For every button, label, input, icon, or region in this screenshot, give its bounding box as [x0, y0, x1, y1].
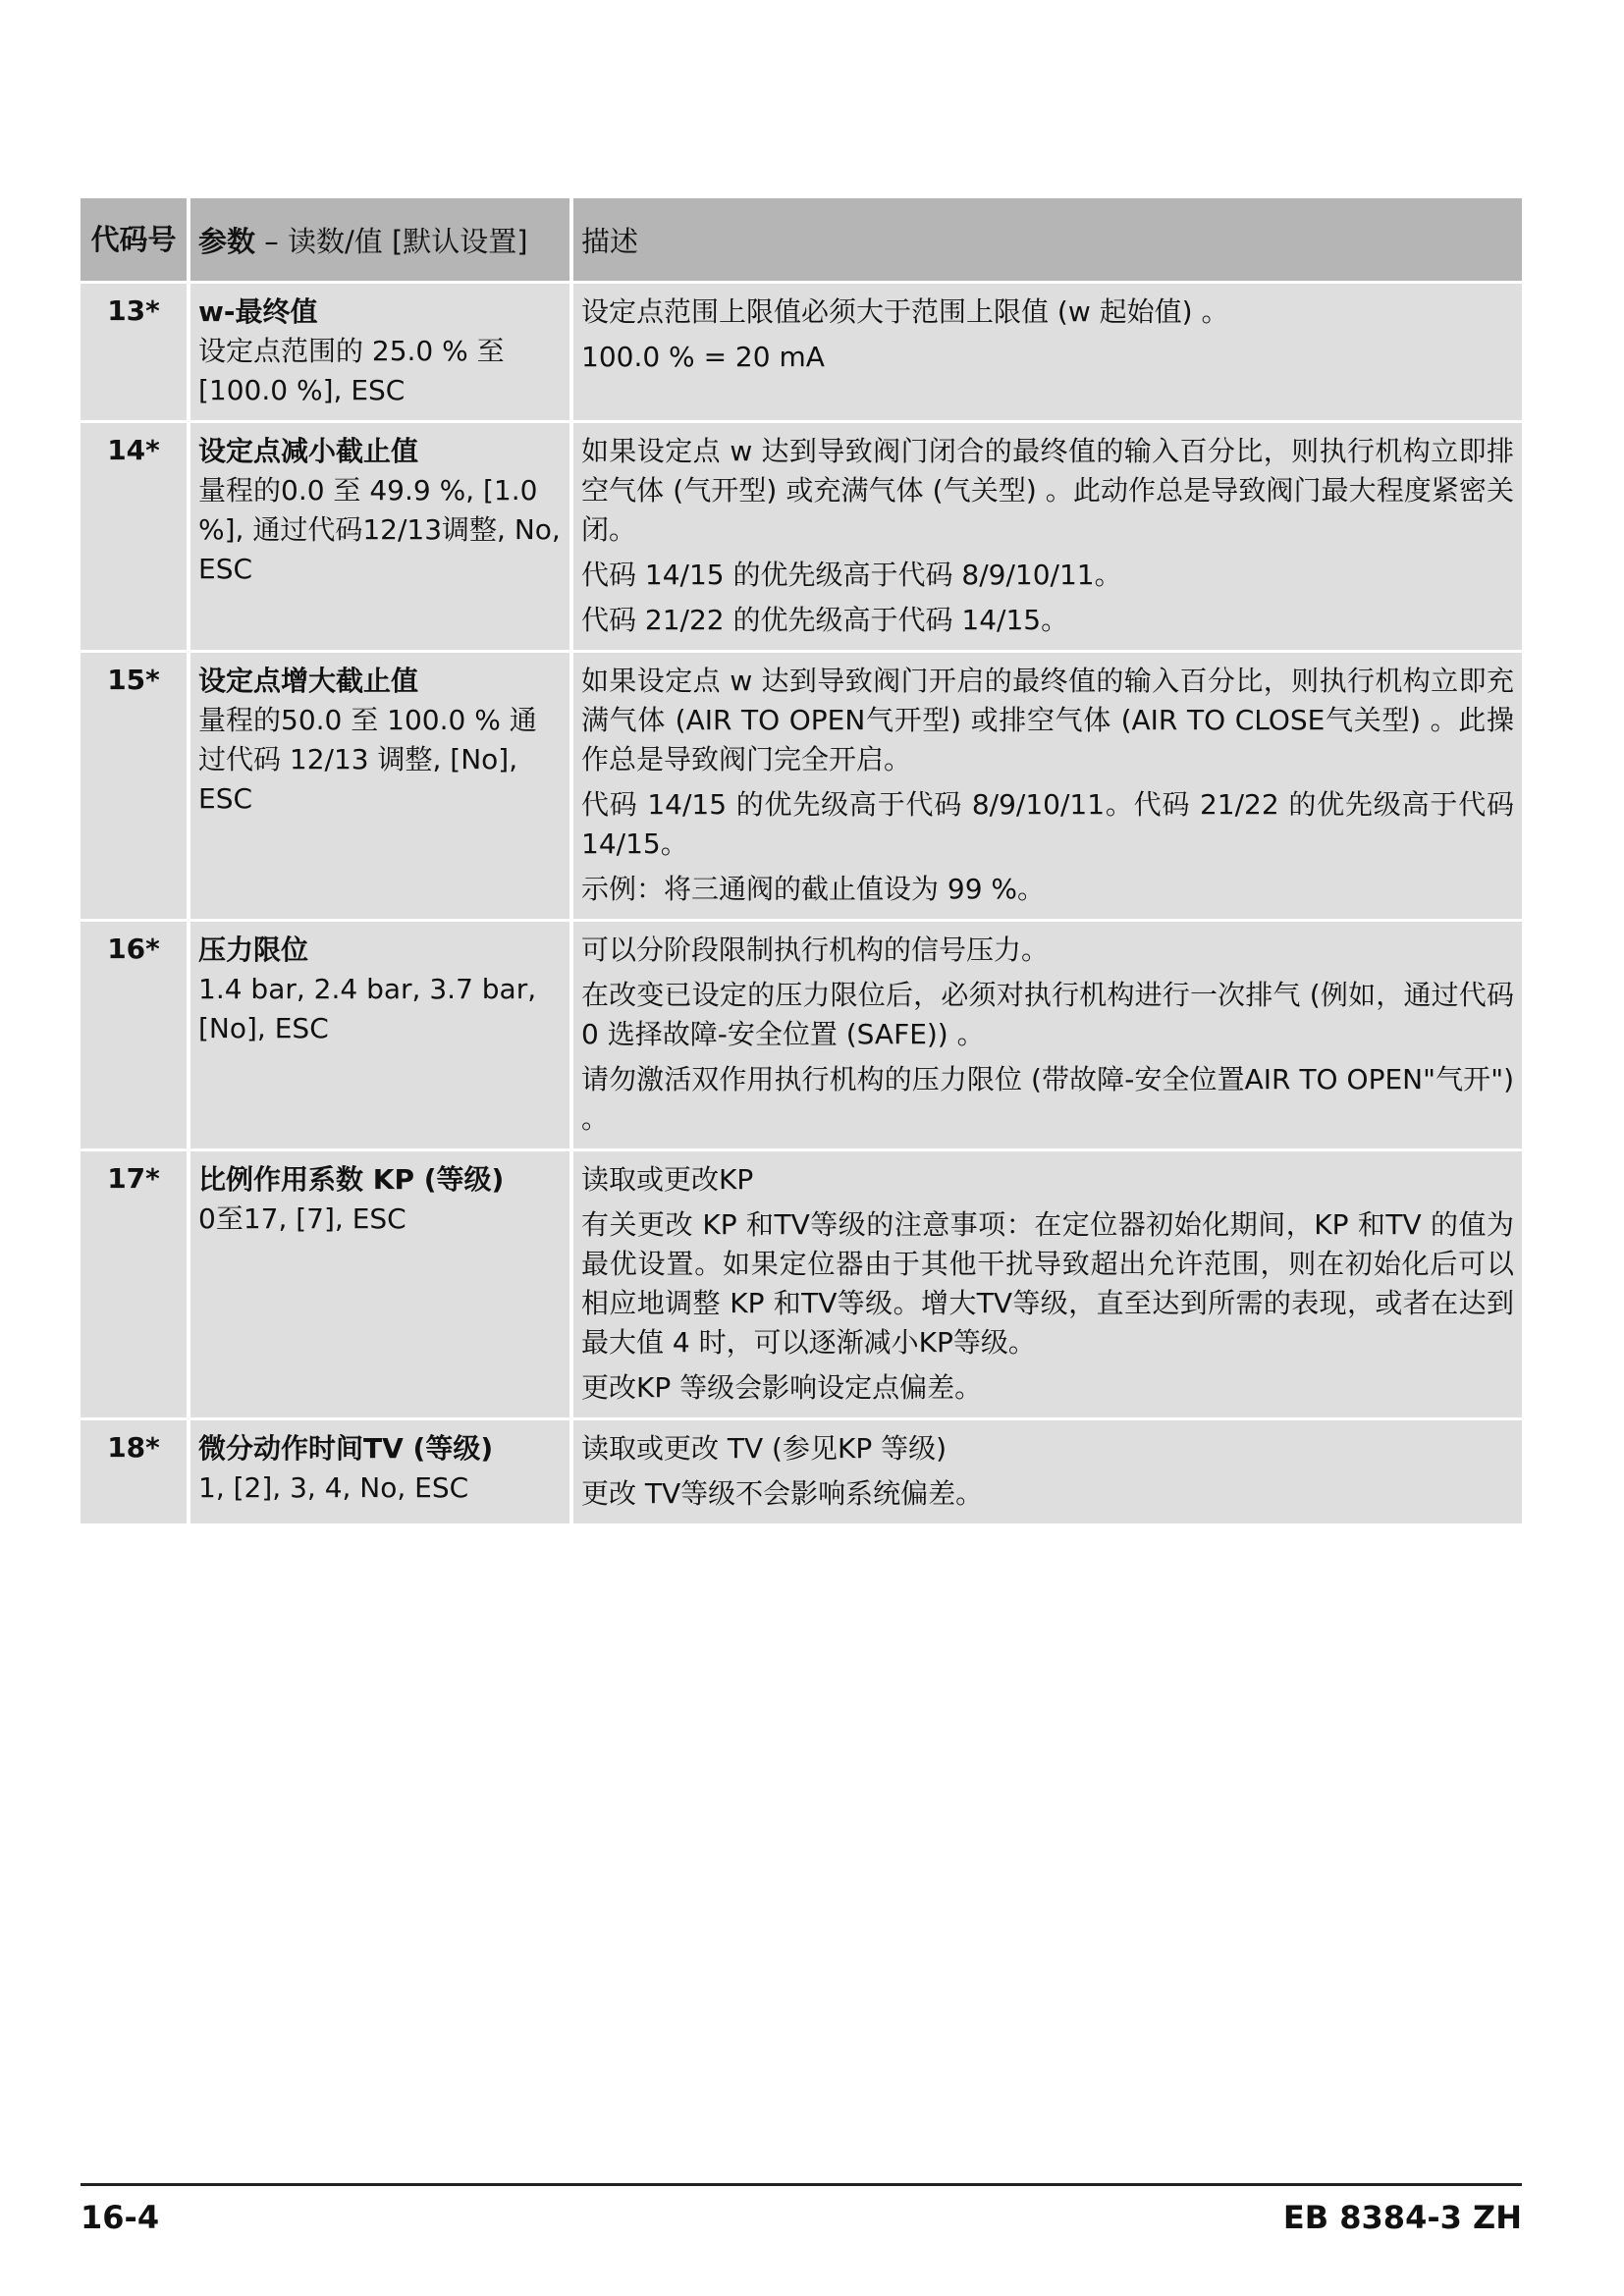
table-row	[81, 922, 1522, 1148]
header-description: 描述	[573, 198, 1522, 281]
row-code: 15*	[81, 653, 190, 919]
parameter-values: 量程的50.0 至 100.0 % 通过代码 12/13 调整, [No], ESC	[198, 704, 537, 815]
description-paragraph: 更改 TV等级不会影响系统偏差。	[581, 1477, 984, 1510]
row-code: 13*	[81, 284, 190, 420]
parameter-values: 量程的0.0 至 49.9 %, [1.0 %], 通过代码12/13调整, No, ESC	[198, 474, 561, 585]
description-paragraph: 如果设定点 w 达到导致阀门开启的最终值的输入百分比，则执行机构立即充满气体 (AIR TO OPEN气开型) 或排空气体 (AIR TO CLOSE气关型) 。此操作总是导致阀门完全开启。	[581, 665, 1514, 775]
description-paragraph: 代码 21/22 的优先级高于代码 14/15。	[581, 604, 1069, 636]
row-description	[573, 1420, 1522, 1523]
description-paragraph: 代码 14/15 的优先级高于代码 8/9/10/11。代码 21/22 的优先级高于代码 14/15。	[581, 788, 1514, 860]
description-paragraph: 设定点范围上限值必须大于范围上限值 (w 起始值) 。	[581, 295, 1229, 328]
parameter-name: 微分动作时间TV (等级)	[198, 1432, 494, 1465]
row-code: 14*	[81, 423, 190, 650]
row-parameter	[190, 423, 573, 650]
description-paragraph: 可以分阶段限制执行机构的信号压力。	[581, 934, 1050, 966]
table-row	[81, 423, 1522, 650]
description-paragraph: 读取或更改 TV (参见KP 等级)	[581, 1432, 947, 1465]
parameter-name: w-最终值	[198, 295, 318, 328]
parameter-name: 设定点减小截止值	[198, 435, 419, 467]
row-description	[573, 653, 1522, 919]
header-parameter-bold: 参数	[198, 224, 256, 258]
parameter-table	[81, 195, 1522, 1526]
parameter-name: 压力限位	[198, 934, 309, 966]
footer-divider	[81, 2183, 1522, 2186]
parameter-values: 1.4 bar, 2.4 bar, 3.7 bar, [No], ESC	[198, 973, 537, 1044]
row-parameter	[190, 653, 573, 919]
row-code: 18*	[81, 1420, 190, 1523]
row-parameter	[190, 922, 573, 1148]
document-id: EB 8384-3 ZH	[1282, 2199, 1522, 2236]
description-paragraph: 100.0 % = 20 mA	[581, 341, 825, 373]
row-description	[573, 423, 1522, 650]
row-description	[573, 1151, 1522, 1417]
header-code: 代码号	[81, 198, 190, 281]
row-description	[573, 284, 1522, 420]
table-row	[81, 653, 1522, 919]
description-paragraph: 读取或更改KP	[581, 1163, 754, 1196]
description-paragraph: 代码 14/15 的优先级高于代码 8/9/10/11。	[581, 559, 1122, 591]
description-paragraph: 示例：将三通阀的截止值设为 99 %。	[581, 873, 1046, 905]
description-paragraph: 如果设定点 w 达到导致阀门闭合的最终值的输入百分比，则执行机构立即排空气体 (气开型) 或充满气体 (气关型) 。此动作总是导致阀门最大程度紧密关闭。	[581, 435, 1514, 546]
parameter-values: 1, [2], 3, 4, No, ESC	[198, 1471, 469, 1504]
description-paragraph: 请勿激活双作用执行机构的压力限位 (带故障-安全位置AIR TO OPEN"气开") 。	[581, 1063, 1514, 1135]
row-description	[573, 922, 1522, 1148]
parameter-name: 设定点增大截止值	[198, 665, 419, 697]
parameter-name: 比例作用系数 KP (等级)	[198, 1163, 505, 1196]
description-paragraph: 更改KP 等级会影响设定点偏差。	[581, 1371, 983, 1404]
row-parameter	[190, 1151, 573, 1417]
header-parameter-rest: – 读数/值 [默认设置]	[255, 224, 528, 258]
table-row	[81, 1151, 1522, 1417]
page-number: 16-4	[81, 2199, 160, 2236]
description-paragraph: 在改变已设定的压力限位后，必须对执行机构进行一次排气 (例如，通过代码 0 选择故障-安全位置 (SAFE)) 。	[581, 979, 1514, 1050]
table-header-row	[81, 198, 1522, 281]
row-parameter	[190, 1420, 573, 1523]
header-parameter	[190, 198, 573, 281]
parameter-values: 设定点范围的 25.0 % 至 [100.0 %], ESC	[198, 335, 505, 406]
table-row	[81, 284, 1522, 420]
description-paragraph: 有关更改 KP 和TV等级的注意事项：在定位器初始化期间，KP 和TV 的值为最优设置。如果定位器由于其他干扰导致超出允许范围，则在初始化后可以相应地调整 KP 和TV等级。增大TV等级，直至达到所需的表现，或者在达到最大值 4 时，可以逐渐减小KP等级。	[581, 1208, 1514, 1359]
parameter-values: 0至17, [7], ESC	[198, 1202, 406, 1235]
row-code: 16*	[81, 922, 190, 1148]
table-row	[81, 1420, 1522, 1523]
row-code: 17*	[81, 1151, 190, 1417]
row-parameter	[190, 284, 573, 420]
